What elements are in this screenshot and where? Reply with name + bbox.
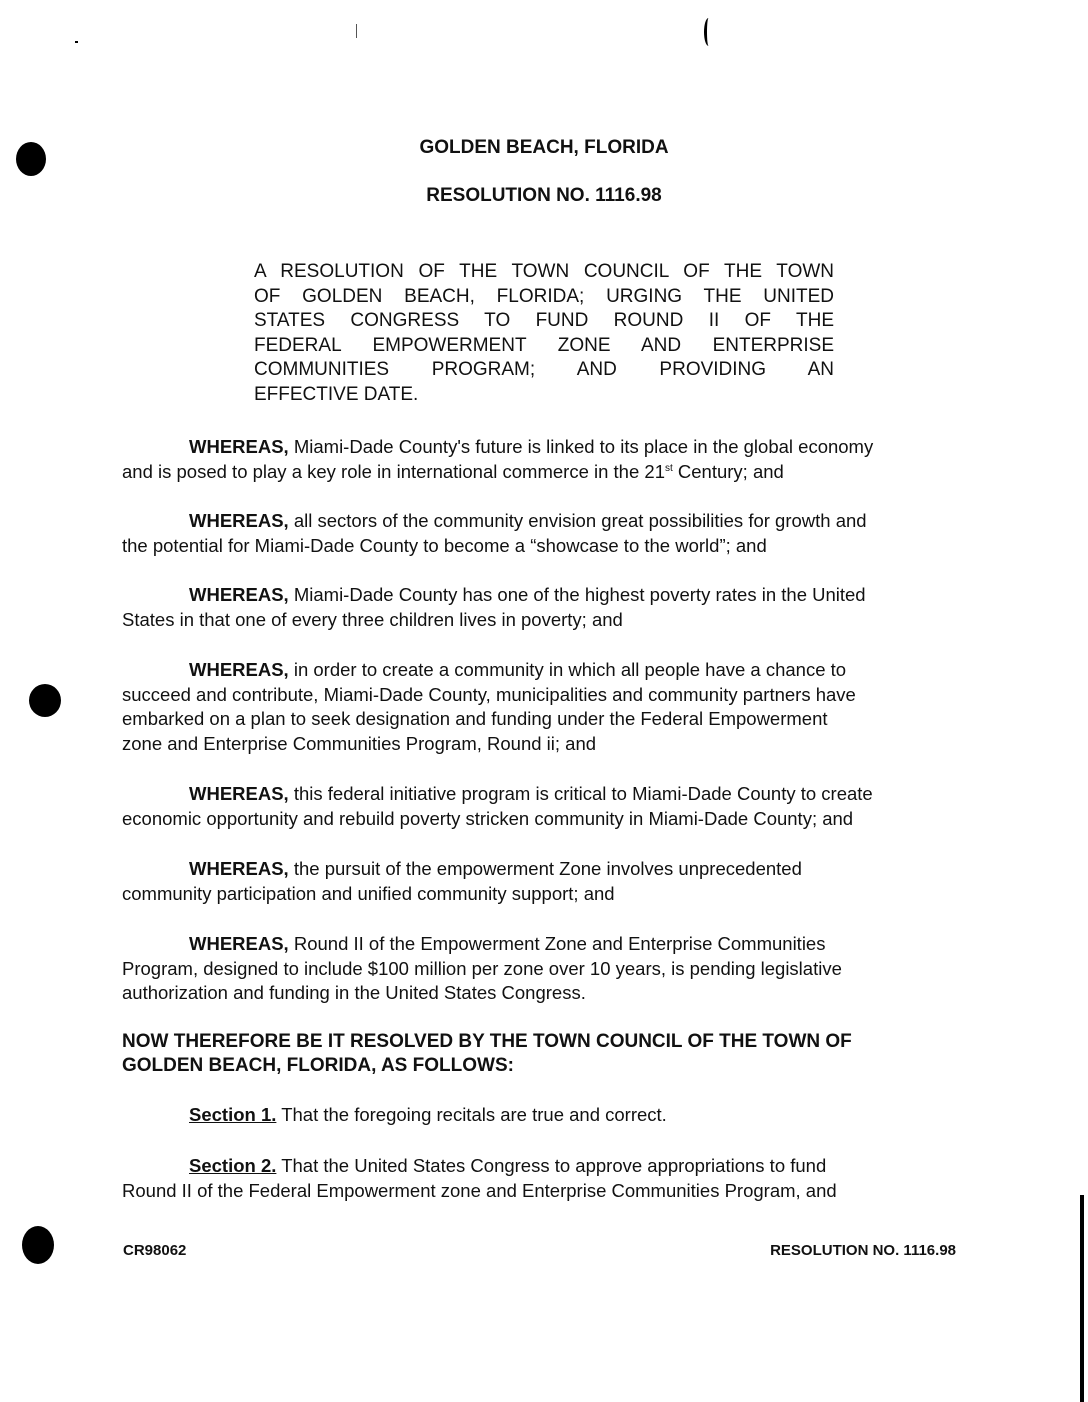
caption-line: FEDERAL EMPOWERMENT ZONE AND ENTERPRISE	[254, 334, 834, 356]
resolution-number: RESOLUTION NO. 1116.98	[426, 185, 662, 206]
resolution-caption	[254, 260, 834, 407]
section-label: Section 1.	[189, 1104, 277, 1125]
punch-hole-middle	[29, 684, 61, 717]
recital-5: WHEREAS, this federal initiative program is critical to Miami-Dade County to create economic opportunity and rebuild poverty stricken community in Miami-Dade County; and	[122, 783, 873, 829]
footer-resolution-number: RESOLUTION NO. 1116.98	[770, 1242, 956, 1259]
scan-mark-small	[356, 24, 359, 38]
caption-line: COMMUNITIES PROGRAM; AND PROVIDING AN	[254, 359, 834, 380]
footer-document-code: CR98062	[123, 1242, 187, 1259]
recital-1: WHEREAS, Miami-Dade County's future is linked to its place in the global economy and is posed to play a key role in international commerce in the 21st Century; and	[122, 436, 874, 482]
whereas-label: WHEREAS,	[189, 783, 289, 804]
recital-4: WHEREAS, in order to create a community in which all people have a chance to succeed and contribute, Miami-Dade County, municipalities and community partners have embarked on a plan to seek designation and funding under the Federal Empowerment zone and Enterprise Communities Program, Round ii; and	[122, 659, 856, 754]
whereas-label: WHEREAS,	[189, 510, 289, 531]
scan-mark-paren	[704, 18, 713, 46]
recital-6: WHEREAS, the pursuit of the empowerment Zone involves unprecedented community participation and unified community support; and	[122, 858, 802, 904]
recital-3: WHEREAS, Miami-Dade County has one of the highest poverty rates in the United States in that one of every three children lives in poverty; and	[122, 584, 866, 630]
document-title: GOLDEN BEACH, FLORIDA	[419, 137, 669, 158]
whereas-label: WHEREAS,	[189, 659, 289, 680]
scan-edge-line	[1080, 1195, 1084, 1402]
section-2: Section 2. That the United States Congress to approve appropriations to fund Round II of the Federal Empowerment zone and Enterprise Communities Program, and	[122, 1155, 837, 1201]
caption-line: STATES CONGRESS TO FUND ROUND II OF THE	[254, 310, 834, 331]
resolved-clause: NOW THEREFORE BE IT RESOLVED BY THE TOWN COUNCIL OF THE TOWN OF GOLDEN BEACH, FLORIDA, AS FOLLOWS:	[122, 1031, 852, 1076]
recital-7: WHEREAS, Round II of the Empowerment Zone and Enterprise Communities Program, designed to include $100 million per zone over 10 years, is pending legislative authorization and funding in the United States Congress.	[122, 933, 842, 1003]
recital-2: WHEREAS, all sectors of the community envision great possibilities for growth and the potential for Miami-Dade County to become a “showcase to the world”; and	[122, 510, 867, 556]
caption-line: OF GOLDEN BEACH, FLORIDA; URGING THE UNITED	[254, 285, 834, 307]
whereas-label: WHEREAS,	[189, 933, 289, 954]
whereas-label: WHEREAS,	[189, 584, 289, 605]
caption-line: EFFECTIVE DATE.	[254, 383, 419, 405]
section-label: Section 2.	[189, 1155, 277, 1176]
punch-hole-bottom	[22, 1226, 54, 1264]
scan-mark-dot	[75, 41, 78, 43]
whereas-label: WHEREAS,	[189, 858, 289, 879]
whereas-label: WHEREAS,	[189, 436, 289, 457]
section-1: Section 1. That the foregoing recitals are true and correct.	[189, 1104, 667, 1125]
caption-line: A RESOLUTION OF THE TOWN COUNCIL OF THE TOWN	[254, 261, 834, 282]
